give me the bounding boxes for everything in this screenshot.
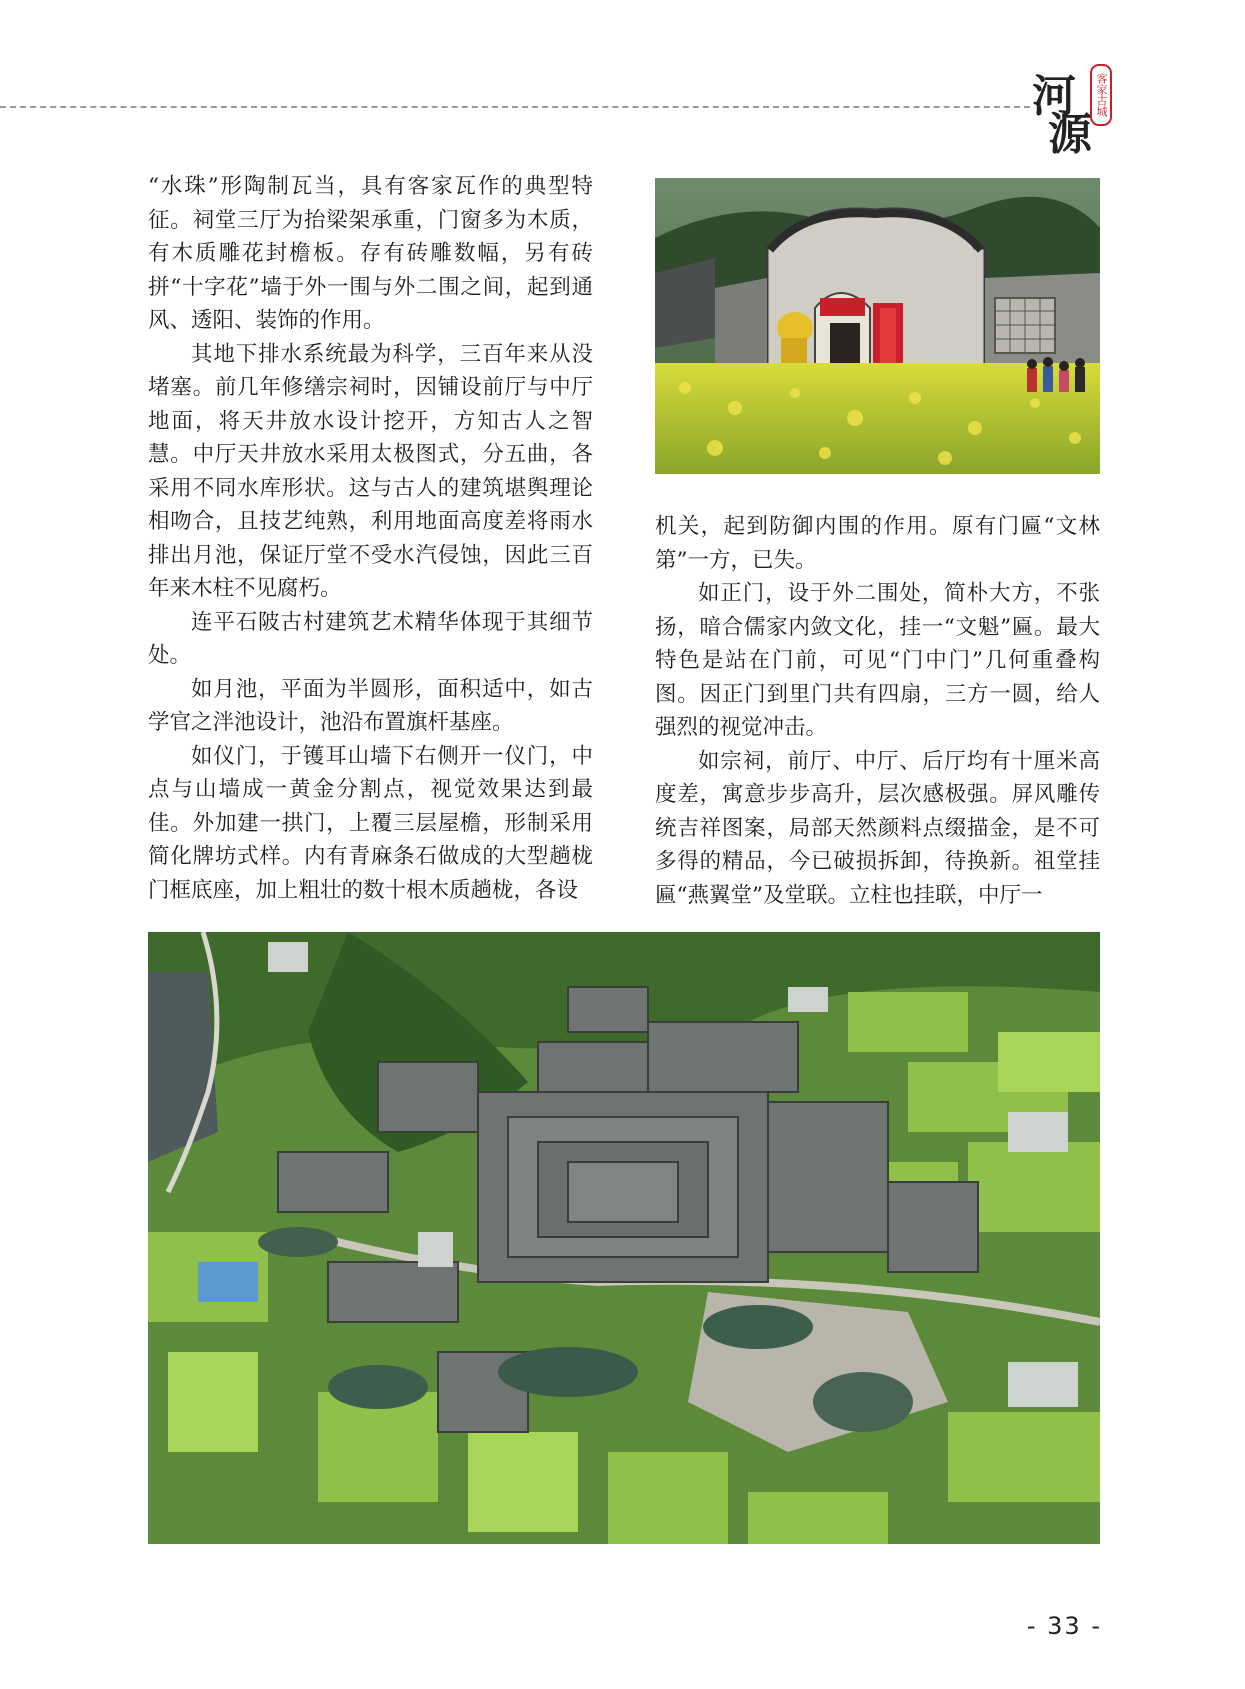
paragraph-moon-pond: 如月池，平面为半圆形，面积适中，如古学官之泮池设计，池沿布置旗杆基座。 (148, 676, 593, 735)
magazine-brand-logo (1030, 60, 1130, 160)
brand-char-he: 河 (1032, 71, 1076, 122)
photo-aerial-village-illustration (148, 932, 1100, 1544)
photo-aerial-village-view (148, 932, 1100, 1544)
brand-char-yuan: 源 (1048, 109, 1092, 160)
photo-ancestral-gate-with-lion-dance (655, 178, 1100, 474)
paragraph-main-gate: 如正门，设于外二围处，简朴大方，不张扬，暗合儒家内敛文化，挂一“文魁”匾。最大特色是站在门前，可见“门中门”几何重叠构图。因正门到里门共有四扇，三方一圆，给人强烈的视觉冲击。 (655, 581, 1100, 740)
paragraph-ceremonial-gate: 如仪门，于镬耳山墙下右侧开一仪门，中点与山墙成一黄金分割点，视觉效果达到最佳。外加建一拱门，上覆三层屋檐，形制采用简化牌坊式样。内有青麻条石做成的大型趟栊门框底座，加上粗壮的数十根木质趟栊，各设 (148, 743, 593, 903)
red-seal-stamp: 客家古城 (1090, 64, 1112, 126)
paragraph-details-intro: 连平石陂古村建筑艺术精华体现于其细节处。 (148, 609, 593, 668)
photo-ancestral-gate-illustration (655, 178, 1100, 474)
paragraph-drainage-system: 其地下排水系统最为科学，三百年来从没堵塞。前几年修缮宗祠时，因铺设前厅与中厅地面，将天井放水设计挖开，方知古人之智慧。中厅天井放水采用太极图式，分五曲，各采用不同水库形状。这与古人的建筑堪舆理论相吻合，且技艺纯熟，利用地面高度差将雨水排出月池，保证厅堂不受水汽侵蚀，因此三百年来木柱不见腐朽。 (148, 341, 593, 601)
page-number: - 33 - (1026, 1612, 1102, 1640)
paragraph-gate-mechanism: 机关，起到防御内围的作用。原有门匾“文林第”一方，已失。 (655, 514, 1100, 573)
header-dashed-rule (0, 106, 1030, 108)
left-text-column (148, 170, 593, 907)
paragraph-ancestral-hall: 如宗祠，前厅、中厅、后厅均有十厘米高度差，寓意步步高升，层次感极强。屏风雕传统吉祥图案，局部天然颜料点缀描金，是不可多得的精品，今已破损拆卸，待换新。祖堂挂匾“燕翼堂”及堂联。立柱也挂联，中厅一 (655, 748, 1100, 908)
paragraph-tiles-and-halls: “水珠”形陶制瓦当，具有客家瓦作的典型特征。祠堂三厅为抬梁架承重，门窗多为木质，有木质雕花封檐板。存有砖雕数幅，另有砖拼“十字花”墙于外一围与外二围之间，起到通风、透阳、装饰的作用。 (148, 174, 593, 333)
right-text-column (655, 510, 1100, 912)
